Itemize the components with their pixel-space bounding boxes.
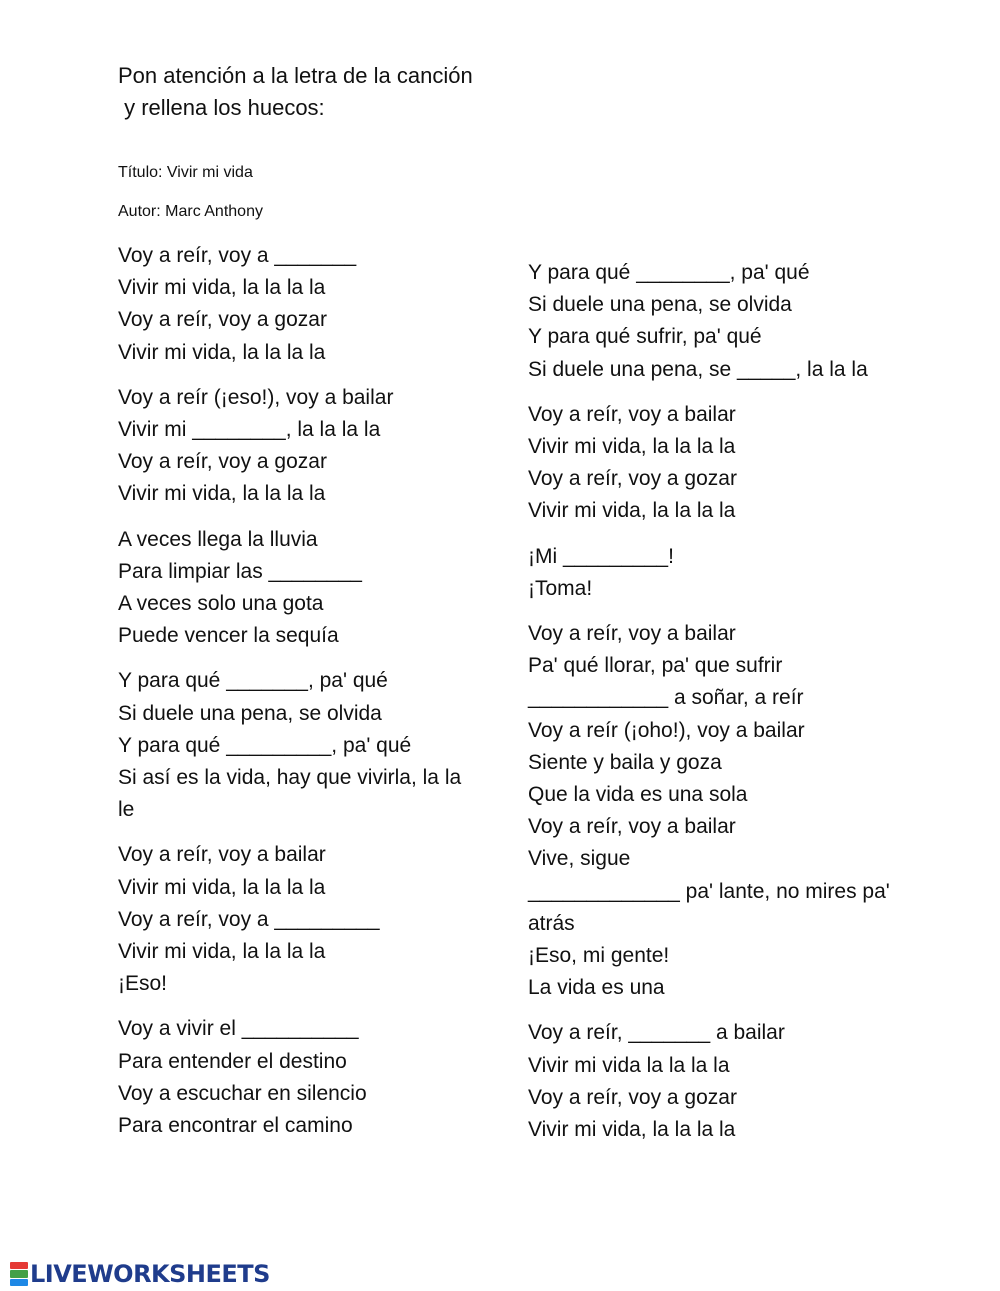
lyric-line: Puede vencer la sequía	[118, 624, 339, 648]
lyric-line: Vivir mi vida, la la la la	[528, 1118, 736, 1142]
lyric-line: Voy a reír, voy a _________	[118, 907, 380, 931]
lyric-line: Vivir mi vida la la la la	[528, 1053, 730, 1077]
stanza	[118, 524, 463, 653]
lyric-line: Voy a reír, voy a bailar	[528, 402, 736, 426]
stanza	[118, 1013, 463, 1142]
lyrics-left-column	[118, 240, 463, 1155]
lyric-line: ¡Toma!	[528, 576, 593, 600]
stanza	[528, 618, 928, 1004]
stanza	[528, 399, 928, 528]
lyric-line: Voy a escuchar en silencio	[118, 1081, 367, 1105]
lyric-line: Voy a reír (¡eso!), voy a bailar	[118, 385, 394, 409]
stanza	[528, 257, 928, 386]
lyric-line: Voy a reír, _______ a bailar	[528, 1021, 785, 1045]
lyric-line: A veces llega la lluvia	[118, 527, 318, 551]
lyric-line: Voy a reír, voy a bailar	[118, 843, 326, 867]
lyric-line: Vivir mi vida, la la la la	[118, 940, 326, 964]
lyric-line: Voy a reír, voy a bailar	[528, 815, 736, 839]
lyric-line: Vivir mi vida, la la la la	[118, 875, 326, 899]
brand-name: LIVEWORKSHEETS	[30, 1260, 270, 1288]
lyrics-right-column	[528, 257, 928, 1159]
lyric-line: Que la vida es una sola	[528, 783, 748, 807]
lyric-line: Si duele una pena, se _____, la la la	[528, 357, 868, 381]
lyric-line: Pa' qué llorar, pa' que sufrir	[528, 654, 783, 678]
lyric-line: Para entender el destino	[118, 1049, 347, 1073]
lyric-line: Si duele una pena, se olvida	[528, 293, 792, 317]
lyric-line: ¡Mi _________!	[528, 544, 674, 568]
song-author: Autor: Marc Anthony	[118, 203, 263, 220]
liveworksheets-logo[interactable]	[10, 1259, 270, 1289]
lyric-line: Y para qué ________, pa' qué	[528, 261, 810, 284]
liveworksheets-logo-icon	[10, 1262, 28, 1286]
lyric-line: La vida es una	[528, 976, 665, 1000]
lyric-line: Voy a reír, voy a bailar	[528, 622, 736, 646]
lyric-line: Voy a reír, voy a gozar	[118, 450, 327, 474]
lyric-line: Para limpiar las ________	[118, 559, 362, 583]
stanza	[118, 665, 463, 826]
lyric-line: ¡Eso!	[118, 972, 168, 996]
lyric-line: Siente y baila y goza	[528, 750, 722, 774]
instructions-line-2: y rellena los huecos:	[118, 95, 325, 120]
lyric-line: ¡Eso, mi gente!	[528, 944, 670, 968]
lyric-line: Voy a reír, voy a _______	[118, 244, 357, 267]
lyric-line: Y para qué sufrir, pa' qué	[528, 325, 762, 349]
lyric-line: Vivir mi vida, la la la la	[528, 499, 736, 523]
stanza	[118, 382, 463, 511]
lyric-line: Vivir mi vida, la la la la	[118, 340, 326, 364]
lyric-line: Para encontrar el camino	[118, 1114, 353, 1138]
instructions	[118, 60, 473, 124]
stanza	[528, 541, 928, 605]
lyric-line: _____________ pa' lante, no mires pa' atrás	[528, 879, 890, 935]
lyric-line: Vive, sigue	[528, 847, 631, 871]
lyric-line: Si duele una pena, se olvida	[118, 701, 382, 725]
stanza	[528, 1017, 928, 1146]
lyric-line: Vivir mi ________, la la la la	[118, 418, 381, 442]
lyric-line: Y para qué _________, pa' qué	[118, 733, 412, 757]
lyric-line: Voy a reír (¡oho!), voy a bailar	[528, 718, 805, 742]
stanza	[118, 240, 463, 369]
instructions-line-1: Pon atención a la letra de la canción	[118, 63, 473, 88]
lyric-line: Vivir mi vida, la la la la	[118, 482, 326, 506]
stanza	[118, 839, 463, 1000]
lyric-line: Voy a vivir el __________	[118, 1017, 359, 1041]
lyric-line: Vivir mi vida, la la la la	[528, 435, 736, 459]
lyric-line: A veces solo una gota	[118, 592, 324, 616]
lyric-line: Si así es la vida, hay que vivirla, la la le	[118, 766, 462, 822]
lyric-line: Voy a reír, voy a gozar	[118, 308, 327, 332]
lyric-line: ____________ a soñar, a reír	[528, 686, 804, 710]
song-title: Título: Vivir mi vida	[118, 164, 253, 181]
lyric-line: Vivir mi vida, la la la la	[118, 276, 326, 300]
lyric-line: Y para qué _______, pa' qué	[118, 669, 388, 693]
lyric-line: Voy a reír, voy a gozar	[528, 1085, 737, 1109]
lyric-line: Voy a reír, voy a gozar	[528, 467, 737, 491]
